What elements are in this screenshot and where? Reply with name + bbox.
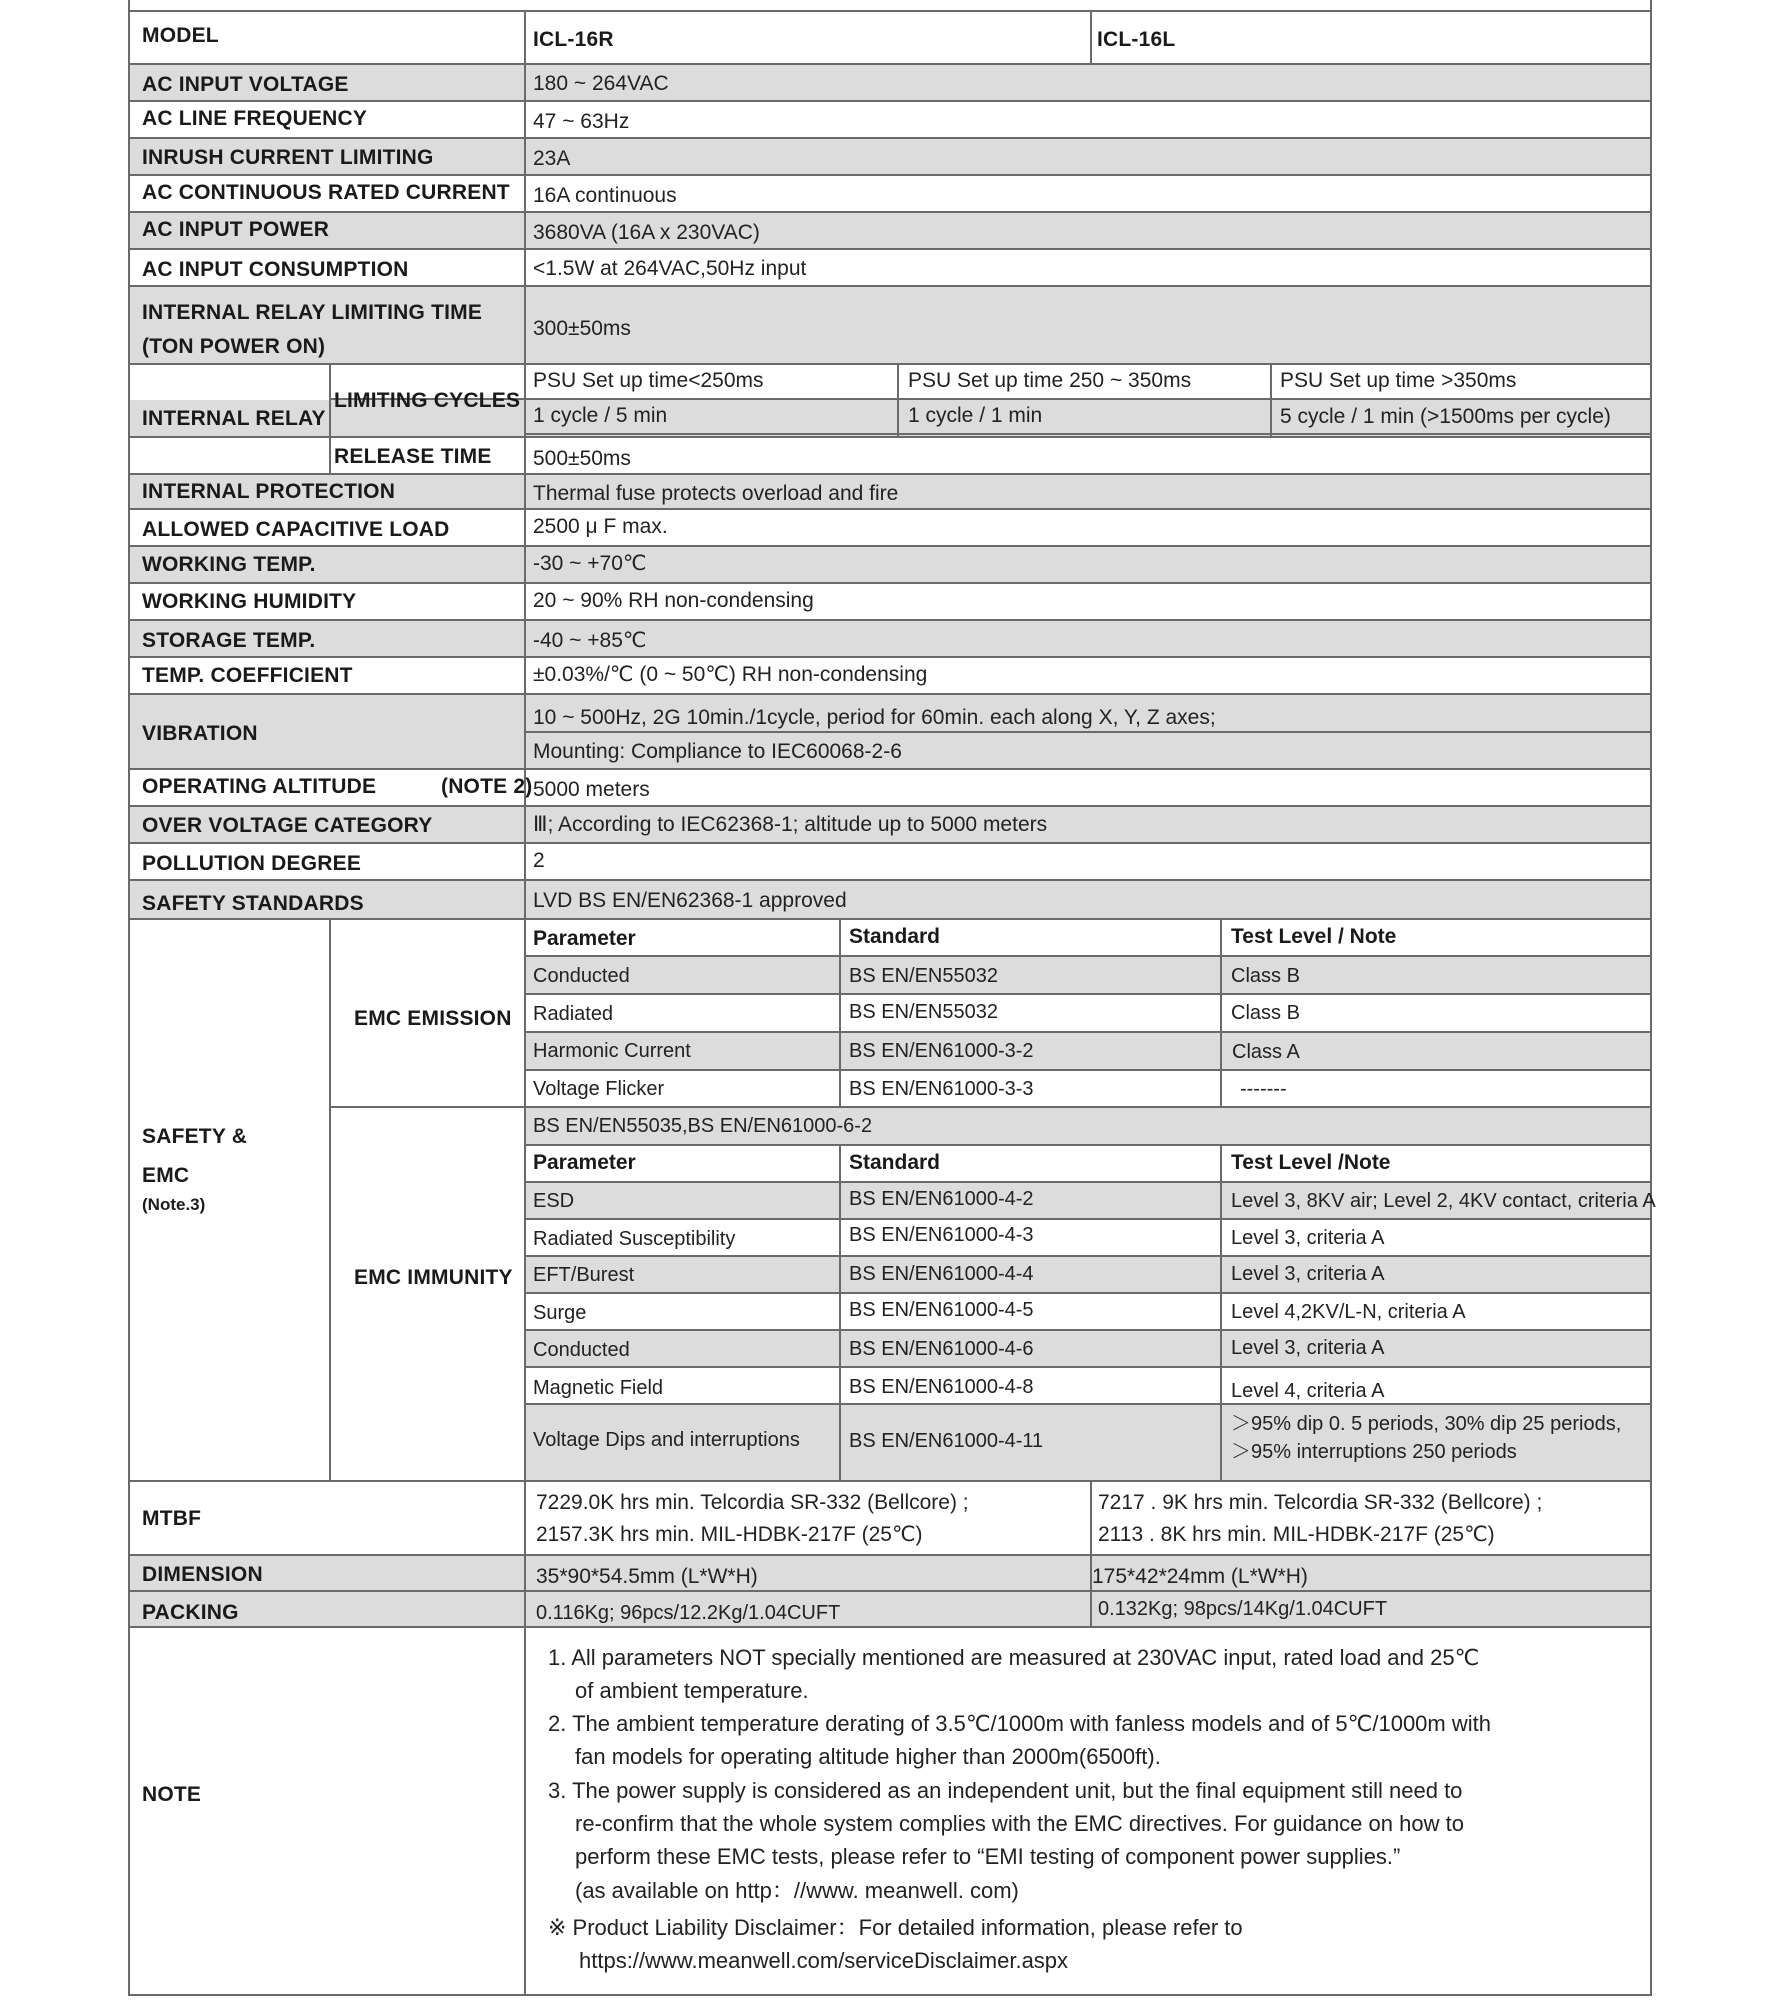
note-line: (as available on http：//www. meanwell. com) [575, 1878, 1019, 1903]
model-r: ICL-16R [533, 28, 614, 51]
ac-power-value: 3680VA (16A x 230VAC) [533, 221, 760, 244]
dips-standard: BS EN/EN61000-4-11 [849, 1430, 1044, 1452]
dimension-label: DIMENSION [142, 1563, 263, 1586]
immunity-param: EFT/Burest [533, 1264, 635, 1286]
note-line: 3. The power supply is considered as an independent unit, but the final equipment still need to [548, 1778, 1463, 1803]
relay-head-2: PSU Set up time 250 ~ 350ms [908, 369, 1192, 392]
immunity-standard: BS EN/EN61000-4-6 [849, 1338, 1034, 1360]
emission-header-level: Test Level / Note [1231, 925, 1397, 948]
emission-level: Class B [1231, 1002, 1300, 1024]
immunity-param: Magnetic Field [533, 1377, 664, 1399]
work-temp-value: -30 ~ +70℃ [533, 552, 647, 575]
emission-standard: BS EN/EN61000-3-2 [849, 1040, 1034, 1062]
protection-label: INTERNAL PROTECTION [142, 480, 396, 503]
emission-header-standard: Standard [849, 925, 941, 948]
immunity-header-standard: Standard [849, 1151, 941, 1174]
release-time-label: RELEASE TIME [334, 445, 492, 468]
immunity-level: Level 3, criteria A [1231, 1227, 1385, 1249]
release-time-value: 500±50ms [533, 447, 631, 470]
immunity-level: Level 3, criteria A [1231, 1337, 1385, 1359]
emission-header-param: Parameter [533, 927, 636, 950]
immunity-header-param: Parameter [533, 1151, 636, 1174]
work-temp-label: WORKING TEMP. [142, 553, 316, 576]
emc-immunity-label: EMC IMMUNITY [354, 1266, 513, 1289]
immunity-level: Level 3, criteria A [1231, 1263, 1385, 1285]
immunity-standard: BS EN/EN61000-4-3 [849, 1224, 1034, 1246]
ac-power-label: AC INPUT POWER [142, 218, 330, 241]
note-line: re-confirm that the whole system complies with the EMC directives. For guidance on how to [575, 1811, 1464, 1836]
ac-line-frequency-value: 47 ~ 63Hz [533, 110, 630, 133]
altitude-note: (NOTE 2) [441, 775, 533, 798]
work-hum-label: WORKING HUMIDITY [142, 590, 357, 613]
relay-time-value: 300±50ms [533, 317, 631, 340]
relay-head-3: PSU Set up time >350ms [1280, 369, 1517, 392]
immunity-level: Level 4,2KV/L-N, criteria A [1231, 1301, 1466, 1323]
emc-label-2: EMC [142, 1164, 190, 1187]
cap-load-value: 2500 μ F max. [533, 515, 668, 538]
note-line: 2. The ambient temperature derating of 3.5℃/1000m with fanless models and of 5℃/1000m with [548, 1711, 1491, 1736]
emission-param: Harmonic Current [533, 1040, 691, 1062]
relay-head-1: PSU Set up time<250ms [533, 369, 764, 392]
dips-level-1: ＞95% dip 0. 5 periods, 30% dip 25 periods, [1231, 1413, 1622, 1435]
emc-label-1: SAFETY & [142, 1125, 248, 1148]
internal-relay-label: INTERNAL RELAY [142, 407, 326, 430]
immunity-standard: BS EN/EN61000-4-8 [849, 1376, 1034, 1398]
note-line: fan models for operating altitude higher than 2000m(6500ft). [575, 1744, 1161, 1769]
inrush-label: INRUSH CURRENT LIMITING [142, 146, 434, 169]
immunity-standard: BS EN/EN55035,BS EN/EN61000-6-2 [533, 1115, 873, 1137]
mtbf-l-2: 2113 . 8K hrs min. MIL-HDBK-217F (25℃) [1098, 1523, 1495, 1546]
immunity-param: Surge [533, 1302, 587, 1324]
emc-emission-label: EMC EMISSION [354, 1007, 512, 1030]
safety-label: SAFETY STANDARDS [142, 892, 364, 915]
temp-coef-label: TEMP. COEFFICIENT [142, 664, 353, 687]
temp-coef-value: ±0.03%/℃ (0 ~ 50℃) RH non-condensing [533, 663, 928, 686]
altitude-label: OPERATING ALTITUDE [142, 775, 377, 798]
ac-cont-value: 16A continuous [533, 184, 677, 207]
immunity-standard: BS EN/EN61000-4-5 [849, 1299, 1034, 1321]
cap-load-label: ALLOWED CAPACITIVE LOAD [142, 518, 450, 541]
relay-val-3: 5 cycle / 1 min (>1500ms per cycle) [1280, 405, 1611, 428]
immunity-param: Radiated Susceptibility [533, 1228, 736, 1250]
immunity-standard: BS EN/EN61000-4-4 [849, 1263, 1034, 1285]
mtbf-r-2: 2157.3K hrs min. MIL-HDBK-217F (25℃) [536, 1523, 923, 1546]
ac-cont-label: AC CONTINUOUS RATED CURRENT [142, 181, 510, 204]
immunity-standard: BS EN/EN61000-4-2 [849, 1188, 1034, 1210]
note-line: of ambient temperature. [575, 1678, 809, 1703]
immunity-param: Conducted [533, 1339, 630, 1361]
dimension-l: 175*42*24mm (L*W*H) [1092, 1565, 1308, 1588]
emission-level: Class B [1231, 965, 1300, 987]
ac-input-voltage-label: AC INPUT VOLTAGE [142, 73, 349, 96]
emission-standard: BS EN/EN61000-3-3 [849, 1078, 1034, 1100]
relay-val-1: 1 cycle / 5 min [533, 404, 668, 427]
mtbf-label: MTBF [142, 1507, 202, 1530]
storage-temp-label: STORAGE TEMP. [142, 629, 316, 652]
protection-value: Thermal fuse protects overload and fire [533, 482, 899, 505]
immunity-param: ESD [533, 1190, 575, 1212]
dimension-r: 35*90*54.5mm (L*W*H) [536, 1565, 758, 1588]
work-hum-value: 20 ~ 90% RH non-condensing [533, 589, 814, 612]
note-line: ※ Product Liability Disclaimer：For detailed information, please refer to [548, 1915, 1243, 1940]
ovc-value: Ⅲ; According to IEC62368-1; altitude up to 5000 meters [533, 813, 1048, 836]
dips-level-2: ＞95% interruptions 250 periods [1231, 1441, 1517, 1463]
vibration-line-2: Mounting: Compliance to IEC60068-2-6 [533, 740, 902, 763]
mtbf-r-1: 7229.0K hrs min. Telcordia SR-332 (Bellcore) ; [536, 1491, 969, 1514]
packing-label: PACKING [142, 1601, 239, 1624]
note-label: NOTE [142, 1783, 202, 1806]
packing-l: 0.132Kg; 98pcs/14Kg/1.04CUFT [1098, 1598, 1388, 1620]
disclaimer-link[interactable]: https://www.meanwell.com/serviceDisclaimer.aspx [579, 1948, 1069, 1973]
altitude-value: 5000 meters [533, 778, 650, 801]
limiting-cycles-label: LIMITING CYCLES [334, 389, 521, 412]
emission-param: Conducted [533, 965, 630, 987]
storage-temp-value: -40 ~ +85℃ [533, 629, 647, 652]
ac-line-frequency-label: AC LINE FREQUENCY [142, 107, 368, 130]
note-line: 1. All parameters NOT specially mentioned are measured at 230VAC input, rated load and 25℃ [548, 1645, 1480, 1670]
emission-level: ------- [1240, 1078, 1287, 1100]
safety-value: LVD BS EN/EN62368-1 approved [533, 889, 847, 912]
pollution-value: 2 [533, 849, 545, 872]
table-frame [128, 0, 1652, 1996]
immunity-header-level: Test Level /Note [1231, 1151, 1391, 1174]
immunity-level: Level 4, criteria A [1231, 1380, 1385, 1402]
ac-consumption-value: <1.5W at 264VAC,50Hz input [533, 257, 807, 280]
ac-consumption-label: AC INPUT CONSUMPTION [142, 258, 409, 281]
emission-standard: BS EN/EN55032 [849, 1001, 998, 1023]
ac-input-voltage-value: 180 ~ 264VAC [533, 72, 669, 95]
emc-label-3: (Note.3) [142, 1195, 206, 1214]
relay-val-2: 1 cycle / 1 min [908, 404, 1043, 427]
relay-time-label-1: INTERNAL RELAY LIMITING TIME [142, 301, 483, 324]
ovc-label: OVER VOLTAGE CATEGORY [142, 814, 433, 837]
vibration-label: VIBRATION [142, 722, 258, 745]
dips-param: Voltage Dips and interruptions [533, 1429, 800, 1451]
note-line: perform these EMC tests, please refer to “EMI testing of component power supplies.” [575, 1844, 1401, 1869]
model-l: ICL-16L [1097, 28, 1176, 51]
vibration-line-1: 10 ~ 500Hz, 2G 10min./1cycle, period for 60min. each along X, Y, Z axes; [533, 706, 1216, 729]
relay-time-label-2: (TON POWER ON) [142, 335, 326, 358]
packing-r: 0.116Kg; 96pcs/12.2Kg/1.04CUFT [536, 1602, 841, 1624]
mtbf-l-1: 7217 . 9K hrs min. Telcordia SR-332 (Bellcore) ; [1098, 1491, 1543, 1514]
pollution-label: POLLUTION DEGREE [142, 852, 362, 875]
emission-param: Voltage Flicker [533, 1078, 665, 1100]
inrush-value: 23A [533, 147, 571, 170]
immunity-level: Level 3, 8KV air; Level 2, 4KV contact, criteria A [1231, 1190, 1656, 1212]
emission-level: Class A [1232, 1041, 1300, 1063]
model-label: MODEL [142, 24, 219, 47]
emission-standard: BS EN/EN55032 [849, 965, 998, 987]
emission-param: Radiated [533, 1003, 614, 1025]
